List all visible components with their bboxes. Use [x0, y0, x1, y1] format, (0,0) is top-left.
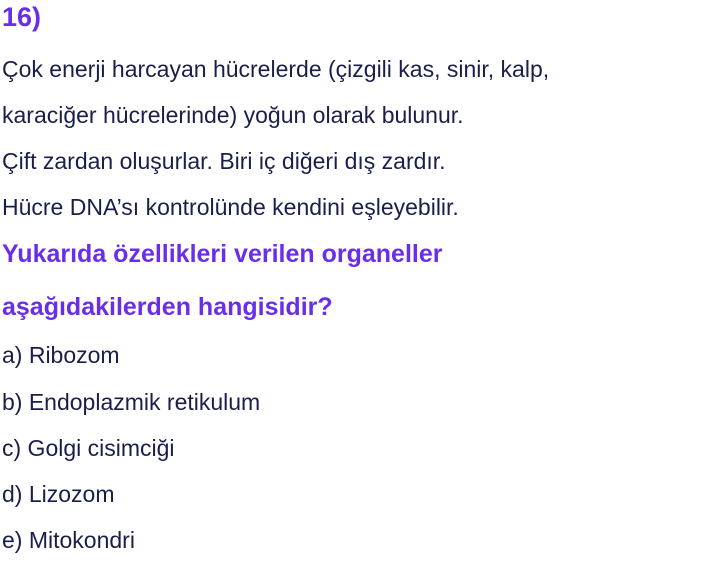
statement-line-3: Çift zardan oluşurlar. Biri iç diğeri dış zardır. [2, 148, 446, 174]
option-b[interactable]: b) Endoplazmik retikulum [2, 389, 261, 415]
question-number: 16) [2, 2, 42, 32]
option-c[interactable]: c) Golgi cisimciği [2, 435, 175, 461]
statement-line-2: karaciğer hücrelerinde) yoğun olarak bulunur. [2, 102, 464, 128]
option-e[interactable]: e) Mitokondri [2, 527, 135, 553]
question-prompt-line-1: Yukarıda özellikleri verilen organeller [2, 240, 443, 268]
option-a[interactable]: a) Ribozom [2, 342, 120, 368]
option-d[interactable]: d) Lizozom [2, 481, 115, 507]
question-prompt-line-2: aşağıdakilerden hangisidir? [2, 293, 333, 321]
statement-line-4: Hücre DNA’sı kontrolünde kendini eşleyebilir. [2, 194, 459, 220]
statement-line-1: Çok enerji harcayan hücrelerde (çizgili kas, sinir, kalp, [2, 56, 550, 82]
